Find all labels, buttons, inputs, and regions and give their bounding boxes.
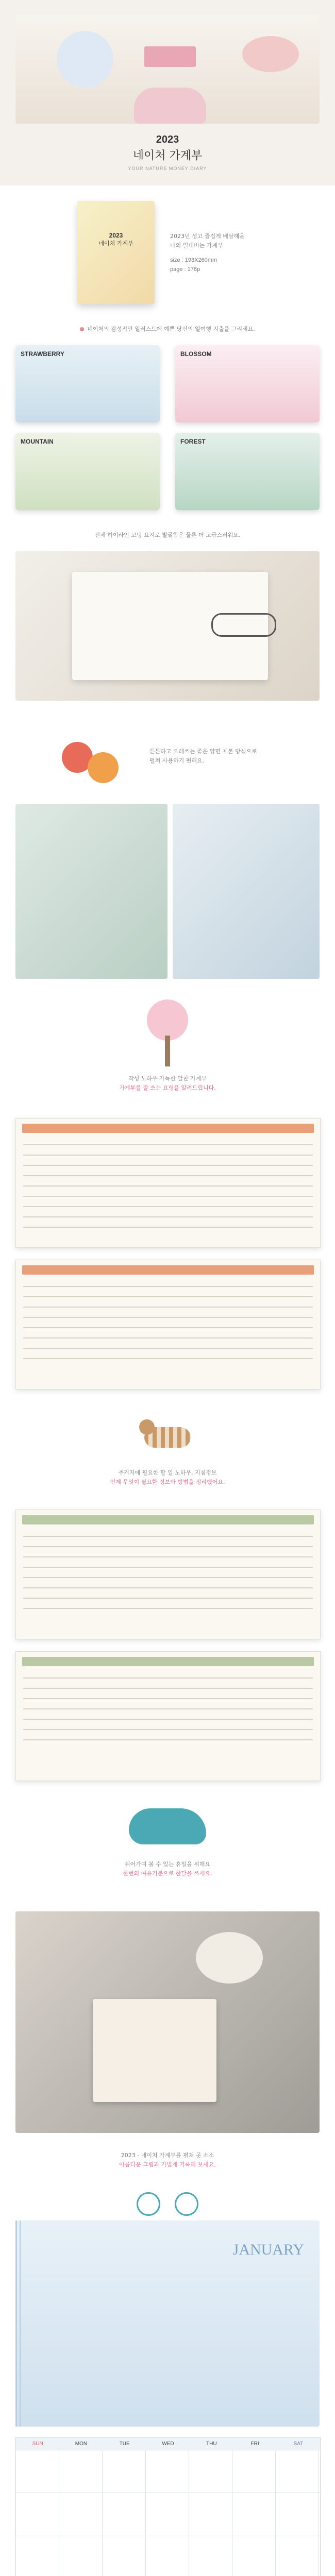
weekday-label: WED: [162, 2441, 174, 2447]
cover-label: STRAWBERRY: [21, 350, 64, 358]
binding-photo-left: [15, 804, 167, 979]
spread-section-1: [0, 1113, 335, 1401]
life-tips-section: [0, 1401, 335, 1504]
weekday-label: FRI: [250, 2441, 259, 2447]
cover-label: FOREST: [180, 438, 206, 445]
glasses-icon: [211, 613, 276, 637]
product-title: 네이처 가계부: [132, 149, 203, 162]
tips-intro-section: [0, 989, 335, 1113]
flower-bouquet: [57, 31, 113, 88]
bicycle-illustration: [137, 2179, 198, 2215]
january-cover-spread: [15, 2221, 320, 2427]
info-spread-a: [15, 1510, 321, 1639]
covers-caption: [0, 325, 335, 334]
fruit-illustration: [62, 732, 129, 793]
spread-section-2: [0, 1504, 335, 1793]
cover-title: 네이처 가계부: [98, 240, 133, 247]
bullet-icon: [80, 327, 84, 331]
weekday-label: SUN: [32, 2441, 43, 2447]
cake-dish: [242, 36, 299, 72]
cover-blossom: [175, 345, 320, 422]
january-section: [0, 2215, 335, 2432]
spec-line-1: 2023년 성고 즐겁게 배달해을: [170, 233, 245, 240]
hero-photo: [15, 15, 320, 124]
cat-illustration: [139, 1412, 196, 1458]
life-tips-line-1: 주거지에 필요한 할 일 노하우, 지침정보: [118, 1469, 217, 1476]
month-title: JANUARY: [232, 2241, 304, 2258]
cloth-bundle: [144, 46, 196, 67]
life-tips-line-2: 언제 무엇이 필요한 정보와 방법을 정리했어요.: [110, 1479, 225, 1485]
cover-label: MOUNTAIN: [21, 438, 54, 445]
binding-line-1: 튼튼하고 오래쓰는 좋은 양면 제본 방식으로: [149, 748, 257, 755]
tips-line-1: 작성 노하우 가득한 알찬 가계부: [128, 1075, 207, 1082]
rest-section: [0, 1793, 335, 1906]
hero-section: [0, 0, 335, 185]
spec-line-2: 나의 일대비는 가계부: [170, 242, 223, 249]
tips-line-2: 가계부를 잘 쓰는 요령을 알려드립니다.: [119, 1084, 216, 1091]
coating-caption: [0, 531, 335, 540]
cover-year: 2023: [109, 232, 123, 239]
page-label: page :: [170, 266, 186, 273]
diary-on-table: [93, 1999, 216, 2102]
year-title: 2023: [156, 134, 179, 145]
size-value: 193X260mm: [185, 257, 217, 263]
weekday-label: TUE: [119, 2441, 130, 2447]
binding-photo-right: [173, 804, 320, 979]
coating-caption-text: 전체 하이라인 코팅 표지로 발굴함은 물론 더 고급스러워요.: [94, 532, 241, 538]
monthly-intro-line-2: 아름다운 그림과 가볍게 기록해 보세요.: [119, 2161, 216, 2168]
covers-caption-text: 네이처의 감성적인 일러스트에 예쁜 당신의 열여행 지출을 그리세요.: [87, 326, 255, 332]
info-spread-b: [15, 1651, 321, 1781]
product-subtitle: YOUR NATURE MONEY DIARY: [128, 166, 207, 171]
whale-illustration: [129, 1808, 206, 1844]
tree-illustration: [142, 999, 193, 1066]
open-book-photo: [15, 551, 320, 701]
cafe-section: [0, 1906, 335, 2143]
rest-line-2: 한번의 여유기분으로 한달을 쓰세요.: [123, 1870, 212, 1877]
binding-section: [0, 721, 335, 989]
product-book-cover: [77, 201, 155, 304]
cafe-photo: [15, 1911, 320, 2133]
cover-label: BLOSSOM: [180, 350, 212, 358]
tips-spread-b: [15, 1260, 321, 1389]
spec-text: [170, 232, 304, 274]
size-label: size :: [170, 257, 183, 263]
cover-forest: [175, 433, 320, 510]
monthly-calendar: [15, 2437, 321, 2576]
calendar-section: [0, 2432, 335, 2576]
page-value: 176p: [187, 266, 200, 273]
binding-line-2: 펼쳐 사용하기 편해요.: [149, 757, 205, 764]
weekday-label: MON: [75, 2441, 88, 2447]
coffee-cup: [196, 1932, 263, 1984]
weekday-label: THU: [206, 2441, 217, 2447]
cover-strawberry: [15, 345, 160, 422]
binding-text: [149, 747, 304, 766]
covers-section: [0, 319, 335, 526]
coating-section: [0, 526, 335, 721]
weekday-label: SAT: [293, 2441, 304, 2447]
rest-line-1: 쉬어가며 볼 수 있는 휴일을 위해요: [124, 1861, 211, 1868]
specs-section: [0, 185, 335, 319]
tips-spread-a: [15, 1118, 321, 1248]
cover-mountain: [15, 433, 160, 510]
elephant-figure: [134, 88, 206, 124]
monthly-intro-line-1: 2023 - 네이처 가계부를 펼쳐 곳 소소: [121, 2152, 214, 2159]
